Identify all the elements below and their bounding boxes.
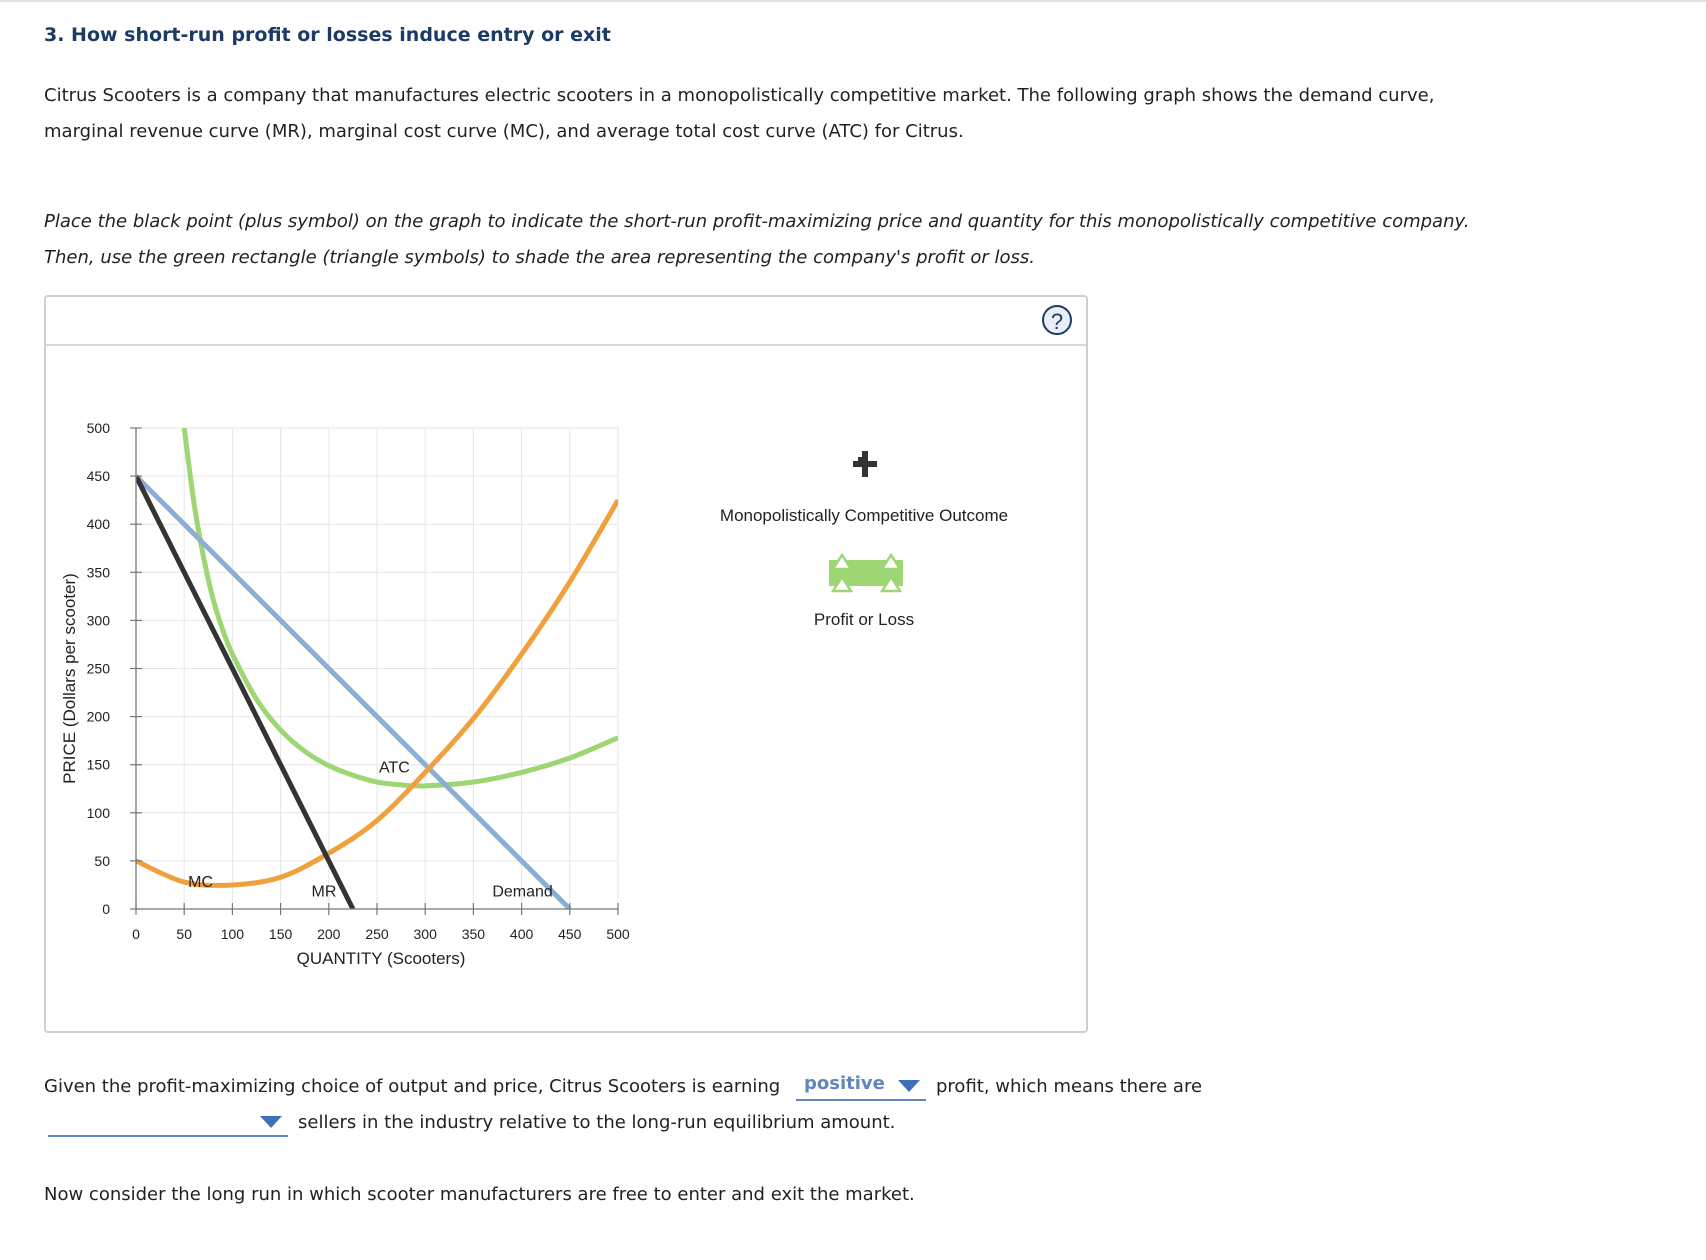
top-divider [0,0,1706,2]
mr-curve-label: MR [311,883,337,901]
intro-paragraph: Citrus Scooters is a company that manufactures electric scooters in a monopolistically competitive market. The following graph shows the demand curve, marginal revenue curve (MR), marginal cost curve (MC), and average total cost curve (ATC) for Citrus. [44,85,1435,142]
profit-type-dropdown[interactable] [796,1075,926,1101]
question-text-part2: profit, which means there are [936,1076,1203,1097]
question-text-part1: Given the profit-maximizing choice of output and price, Citrus Scooters is earning [44,1076,781,1097]
profit-legend-label: Profit or Loss [813,610,915,629]
x-tick-label: 450 [558,926,582,942]
y-tick-label: 300 [86,612,110,629]
help-icon[interactable]: ? [1042,305,1072,335]
y-tick-label: 100 [86,804,110,821]
x-tick-label: 0 [132,926,140,942]
x-tick-label: 200 [317,926,341,942]
x-tick-label: 150 [268,926,293,942]
x-tick-label: 50 [176,926,192,942]
y-axis-label: PRICE (Dollars per scooter) [60,573,79,784]
mc-curve-label: MC [188,873,214,891]
chevron-down-icon [260,1116,282,1128]
section-heading: 3. How short-run profit or losses induce entry or exit [44,24,611,46]
y-tick-label: 200 [86,708,110,725]
y-tick-label: 50 [94,852,110,869]
profit-type-value: positive [804,1073,885,1094]
x-tick-label: 500 [606,926,630,942]
demand-curve[interactable] [136,476,570,909]
outcome-legend-label: Monopolistically Competitive Outcome [719,506,1009,525]
x-tick-label: 300 [413,926,437,942]
graph-panel [44,295,1088,1033]
mr-curve[interactable] [136,476,353,909]
footer-text: Now consider the long run in which scooter manufacturers are free to enter and exit the market. [44,1184,915,1205]
graph-canvas[interactable] [46,346,1086,1034]
atc-curve-label: ATC [378,759,410,777]
seller-count-dropdown[interactable] [48,1111,288,1137]
panel-toolbar [46,297,1086,346]
x-tick-label: 250 [365,926,389,942]
demand-curve-label: Demand [492,883,553,901]
y-tick-label: 250 [86,660,110,677]
y-tick-label: 350 [86,564,110,581]
y-tick-label: 450 [86,468,110,485]
y-tick-label: 500 [86,420,110,436]
y-tick-label: 0 [102,901,110,917]
y-tick-label: 400 [86,516,110,533]
x-tick-label: 100 [220,926,245,942]
chevron-down-icon [898,1080,920,1092]
x-axis-label: QUANTITY (Scooters) [296,949,466,968]
profit-rectangle-tool[interactable] [829,555,903,591]
x-tick-label: 350 [461,926,486,942]
x-tick-label: 400 [509,926,534,942]
plus-point-tool[interactable] [853,451,877,481]
y-tick-label: 150 [86,756,110,773]
instructions-paragraph: Place the black point (plus symbol) on the graph to indicate the short-run profit-maximizing price and quantity for this monopolistically competitive company. Then, use the green rectangle (triangle symbols) to shade the area representing the company's profit or loss. [44,211,1470,268]
question-text-part3: sellers in the industry relative to the long-run equilibrium amount. [298,1112,896,1133]
